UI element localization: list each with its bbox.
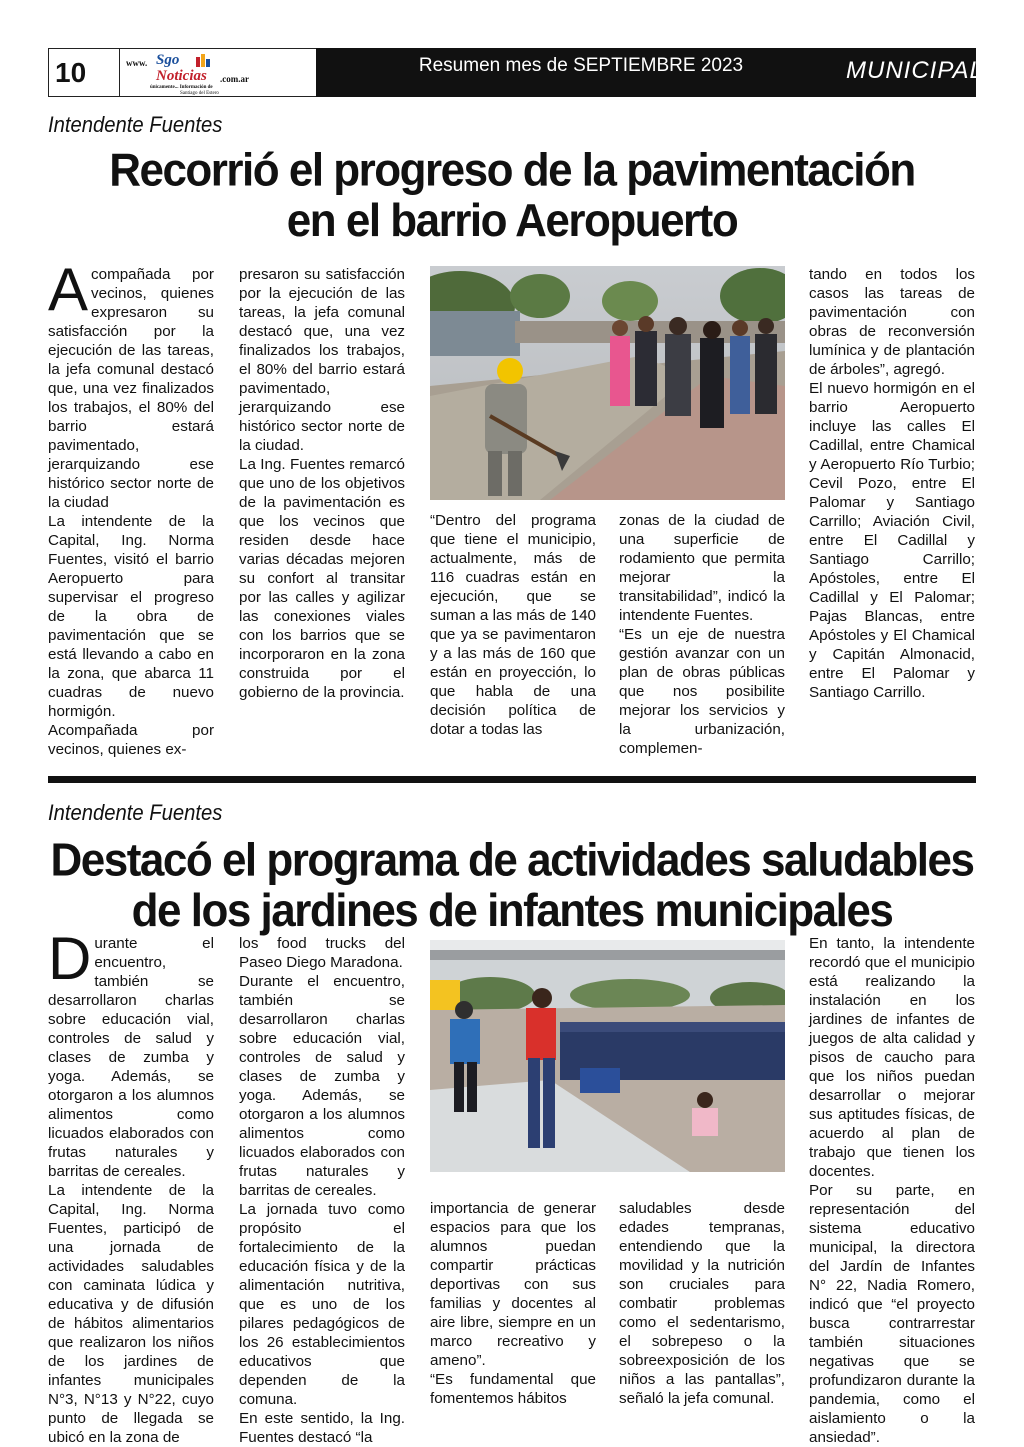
- article2-dropcap: D: [48, 925, 92, 992]
- logo-bars-icon: [196, 53, 210, 67]
- header-bar: [316, 48, 984, 97]
- article1-dropcap: A: [48, 256, 89, 323]
- paving-scene-image: [430, 266, 785, 500]
- article2-photo: [430, 940, 785, 1172]
- article2-col2-p4: En este sentido, la Ing. Fuentes destacó “la: [239, 1410, 405, 1446]
- article2-column-3: [430, 1199, 596, 1408]
- article2-col1-lead: urante el encuentro, también se desarrollaron charlas sobre educación vial, controles de salud y clases de zumba y yoga. Además, se otorgaron a los alumnos alimentos como licuados elaborados con frutas naturales y barritas de cereales.: [48, 935, 214, 1180]
- logo-domain: .com.ar: [220, 74, 249, 84]
- article1-col3-p1: “Dentro del programa que tiene el municipio, actualmente, más de 116 cuadras están en ejecución, que se suman a las más de 140 que ya se pavimentaron y a las más de 160 que están en proyección, lo que habla de una decisión política de dotar a todas las: [430, 512, 596, 738]
- issue-title: Resumen mes de SEPTIEMBRE 2023: [418, 55, 744, 76]
- logo-tagline: únicamente... Información de: [150, 85, 213, 90]
- article2-headline-line1: Destacó el programa de actividades saludables: [50, 834, 974, 886]
- article2-column-2: [239, 934, 405, 1447]
- article1-kicker: Intendente Fuentes: [48, 112, 223, 137]
- article1-col4-p1: zonas de la ciudad de una superficie de rodamiento que permita mejorar la transitabilidad”, indicó la intendente Fuentes.: [619, 512, 785, 624]
- article2-col3-p2: “Es fundamental que fomentemos hábitos: [430, 1371, 596, 1407]
- article1-col4-p2: “Es un eje de nuestra gestión avanzar con un plan de obras públicas que nos posibilite mejorar los servicios y la urbanización, complemen-: [619, 626, 785, 757]
- article1-col1-p3: Acompañada por vecinos, quienes ex-: [48, 722, 214, 758]
- article1-column-4: [619, 511, 785, 758]
- article2-column-5: [809, 934, 975, 1447]
- article1-col5-p2: El nuevo hormigón en el barrio Aeropuerto incluye las calles El Cadillal, entre Chamical y Aeropuerto Río Turbio; Cevil Pozo, entre El Palomar y Santiago Carrillo; Aviación Civil, entre El Cadillal y Santiago Carrillo; Apóstoles, entre El Cadillal y El Palomar; Pajas Blancas, entre Apóstoles y El Chamical y Capitán Almonacid, entre El Palomar y Santiago Carrillo.: [809, 380, 975, 701]
- section-divider: [48, 776, 976, 783]
- page-number: 10: [55, 57, 87, 88]
- article1-headline-line1: Recorrió el progreso de la pavimentación: [109, 144, 915, 196]
- article2-column-4: [619, 1199, 785, 1408]
- article2-headline-line2: de los jardines de infantes municipales: [131, 884, 893, 937]
- article1-column-1: [48, 256, 214, 759]
- article1-headline-line2: en el barrio Aeropuerto: [286, 194, 738, 247]
- article2-col4-p1: saludables desde edades tempranas, entendiendo que la movilidad y la nutrición son cruciales para combatir problemas como el sedentarismo, el sobrepeso o la sobreexposición de los niños a las pantallas”, señaló la jefa comunal.: [619, 1200, 785, 1407]
- article1-column-3: [430, 511, 596, 739]
- article1-col5-p1: tando en todos los casos las tareas de pavimentación con obras de reconversión lumínica y de plantación de árboles”, agregó.: [809, 266, 975, 378]
- page-header: [48, 48, 984, 97]
- article2-col3-p1: importancia de generar espacios para que los alumnos puedan compartir prácticas deportivas con sus familias y docentes al aire libre, siempre en un marco recreativo y ameno”.: [430, 1200, 596, 1369]
- article2-col5-p1: En tanto, la intendente recordó que el municipio está realizando la instalación en los jardines de infantes de juegos de alta calidad y pisos de caucho para que los niños puedan desarrollar o mejorar sus aptitudes físicas, de acuerdo al plan de trabajo que tienen los docentes.: [809, 935, 975, 1180]
- article2-col5-p2: Por su parte, en representación del sistema educativo municipal, la directora del Jardín de Infantes N° 22, Nadia Romero, indicó que “el proyecto busca contrarrestar también situaciones negativas que se profundizaron durante la pandemia, como el aislamiento o la ansiedad”.: [809, 1182, 975, 1446]
- article1-col1-lead: compañada por vecinos, quienes expresaron su satisfacción por la ejecución de las tareas, la jefa comunal destacó que, una vez finalizados los trabajos, el 80% del barrio estará pavimentado, jerarquizando ese histórico sector norte de la ciudad: [48, 266, 214, 511]
- logo-sgo: Sgo: [156, 52, 180, 68]
- article1-col2-p1: presaron su satisfacción por la ejecución de las tareas, la jefa comunal destacó que, una vez finalizados los trabajos, el 80% del barrio estará pavimentado, jerarquizando ese histórico sector norte de la ciudad.: [239, 266, 405, 454]
- article2-headline: [48, 836, 976, 937]
- article1-column-5: [809, 265, 975, 702]
- logo-noticias: Noticias: [156, 68, 207, 84]
- article1-photo: [430, 266, 785, 500]
- article1-headline: [48, 146, 976, 247]
- article2-col2-p1: los food trucks del Paseo Diego Maradona.: [239, 935, 405, 971]
- article1-column-2: [239, 265, 405, 702]
- kindergarten-activity-image: [430, 940, 785, 1172]
- section-name: MUNICIPAL: [846, 57, 984, 84]
- article2-col1-p2: La intendente de la Capital, Ing. Norma Fuentes, participó de una jornada de actividades saludables con caminata lúdica y educativa y de difusión de hábitos alimentarios que realizaron los niños de los jardines de infantes municipales N°3, N°13 y N°22, cuyo punto de llegada se ubicó en la zona de: [48, 1182, 214, 1446]
- article1-col2-p2: La Ing. Fuentes remarcó que uno de los objetivos de la pavimentación es que los vecinos que residen desde hace varias décadas mejoren su confort al transitar por las calles y agilizar las conexiones viales con los barrios que se incorporaron en la zona construida por el gobierno de la provincia.: [239, 456, 405, 701]
- site-logo[interactable]: [120, 48, 316, 97]
- article2-col2-p2: Durante el encuentro, también se desarrollaron charlas sobre educación vial, controles de salud y clases de zumba y yoga. Además, se otorgaron a los alumnos alimentos como licuados elaborados con frutas naturales y barritas de cereales.: [239, 973, 405, 1199]
- logo-tagline-2: Santiago del Estero: [180, 91, 219, 96]
- article1-col1-p2: La intendente de la Capital, Ing. Norma Fuentes, visitó el barrio Aeropuerto para supervisar el progreso de la obra de pavimentación que se está llevando a cabo en la zona, que abarca 11 cuadras de nuevo hormigón.: [48, 513, 214, 720]
- article2-col2-p3: La jornada tuvo como propósito el fortalecimiento de la educación física y de la alimentación nutritiva, que es uno de los pilares pedagógicos de los 26 establecimientos educativos que dependen de la comuna.: [239, 1201, 405, 1408]
- article2-kicker: Intendente Fuentes: [48, 800, 223, 825]
- logo-www: www.: [126, 58, 148, 68]
- article2-column-1: [48, 925, 214, 1447]
- page-number-box: [48, 48, 120, 97]
